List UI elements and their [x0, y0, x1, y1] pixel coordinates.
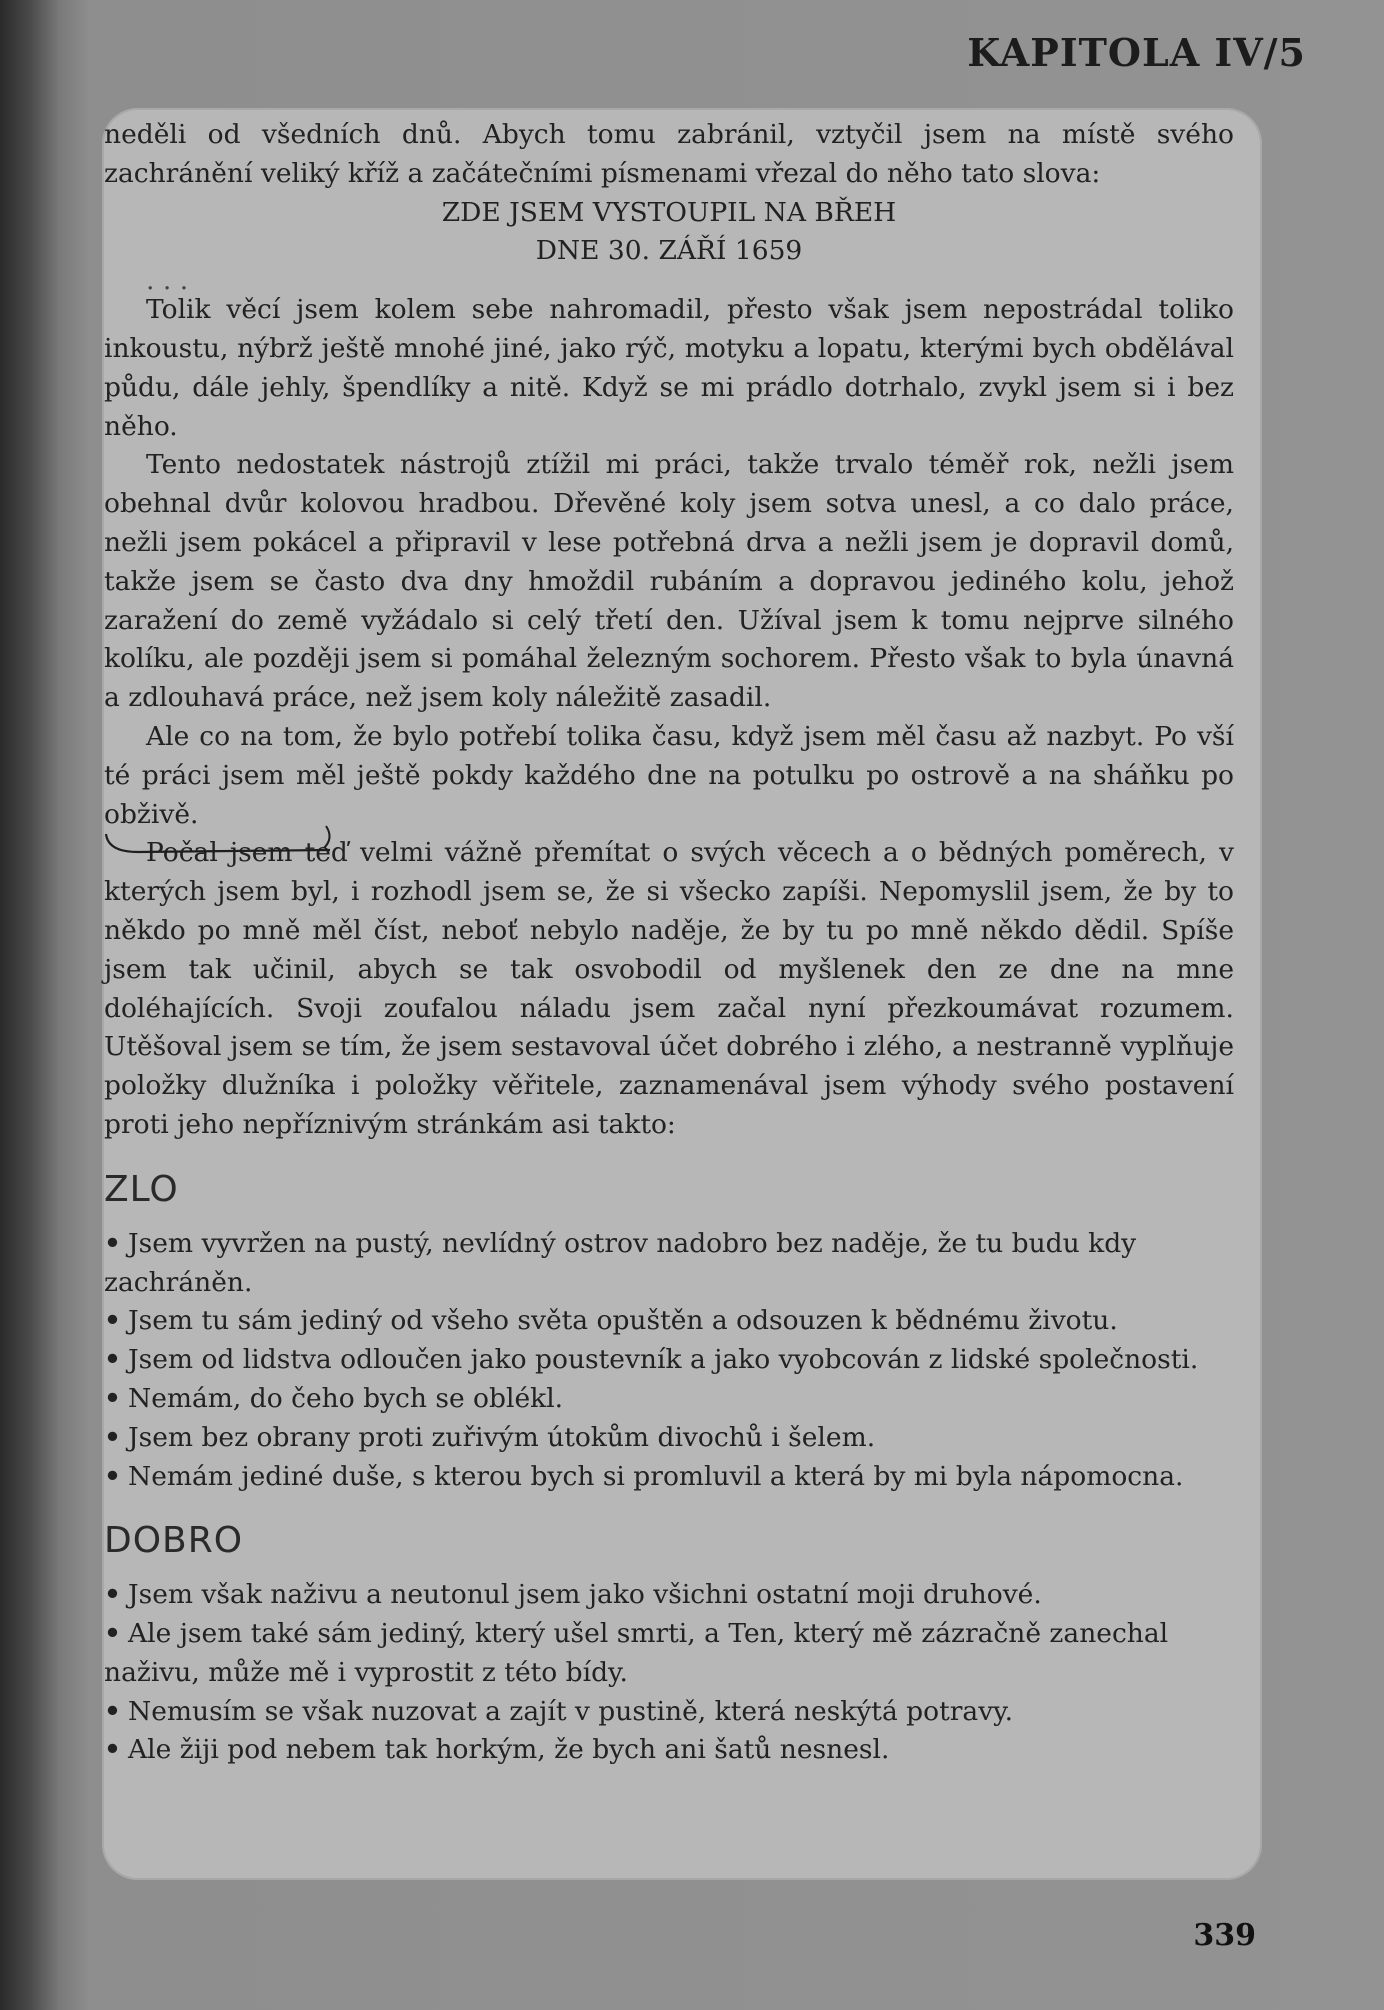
bullet-icon: • — [104, 1618, 121, 1650]
section-heading-zlo: ZLO — [104, 1168, 179, 1210]
list-item: • Jsem bez obrany proti zuřivým útokům divochů i šelem. — [104, 1419, 1234, 1458]
intro-paragraph: neděli od všedních dnů. Abych tomu zabránil, vztyčil jsem na místě svého zachránění veliký kříž a začátečními písmenami vřezal do něho tato slova: — [104, 119, 1234, 189]
list-item: • Jsem vyvržen na pustý, nevlídný ostrov nadobro bez naděje, že tu budu kdy zachráněn. — [104, 1225, 1234, 1303]
list-item: • Ale žiji pod nebem tak horkým, že bych ani šatů nesnesl. — [104, 1731, 1234, 1770]
list-item: • Jsem však naživu a neutonul jsem jako všichni ostatní moji druhové. — [104, 1576, 1234, 1615]
section-heading-dobro: DOBRO — [104, 1520, 244, 1562]
bullet-icon: • — [104, 1227, 121, 1259]
list-item: • Nemusím se však nuzovat a zajít v pustině, která neskýtá potravy. — [104, 1693, 1234, 1732]
list-item: • Jsem tu sám jediný od všeho světa opuštěn a odsouzen k bědnému životu. — [104, 1302, 1234, 1341]
paragraph-1: Tolik věcí jsem kolem sebe nahromadil, přesto však jsem nepostrádal toliko inkoustu, nýbrž ještě mnohé jiné, jako rýč, motyku a lopatu, kterými bych obdělával půdu, dále jehly, špendlíky a nitě. Když se mi prádlo dotrhalo, zvykl jsem si i bez něho. — [104, 294, 1234, 442]
running-head: KAPITOLA IV/5 — [967, 30, 1306, 75]
bullet-icon: • — [104, 1695, 121, 1727]
paragraph-4: Počal jsem teď velmi vážně přemítat o svých věcech a o bědných poměrech, v kterých jsem byl, i rozhodl jsem se, že si všecko zapíši. Nepomyslil jsem, že by to někdo po mně měl číst, neboť nebylo naděje, že by tu po mně někdo dědil. Spíše jsem tak učinil, abych se tak osvobodil od myšlenek den ze dne na mne doléhajících. Svoji zoufalou náladu jsem začal nyní přezkoumávat rozumem. Utěšoval jsem se tím, že jsem sestavoval účet dobrého i zlého, a nestranně vyplňuje položky dlužníka i položky věřitele, zaznamenával jsem výhody svého postavení proti jeho nepříznivým stránkám asi takto: — [104, 837, 1234, 1140]
bullet-icon: • — [104, 1734, 121, 1766]
inscription-line-1: ZDE JSEM VYSTOUPIL NA BŘEH — [441, 196, 897, 228]
pen-underline-mark — [98, 800, 338, 860]
bullet-icon: • — [104, 1382, 121, 1414]
bullet-icon: • — [104, 1579, 121, 1611]
bullet-icon: • — [104, 1460, 121, 1492]
bullet-icon: • — [104, 1305, 121, 1337]
paragraph-2: Tento nedostatek nástrojů ztížil mi práci, takže trvalo téměř rok, nežli jsem obehnal dvůr kolovou hradbou. Dřevěné koly jsem sotva unesl, a co dalo práce, nežli jsem pokácel a připravil v lese potřebná drva a nežli jsem je dopravil domů, takže jsem se často dva dny hmoždil rubáním a dopravou jediného kolu, jehož zaražení do země vyžádalo si celý třetí den. Užíval jsem k tomu nejprve silného kolíku, ale později jsem si pomáhal železným sochorem. Přesto však to byla únavná a zdlouhavá práce, než jsem koly náležitě zasadil. — [104, 449, 1234, 714]
dobro-list — [104, 1576, 1234, 1770]
list-item: • Nemám jediné duše, s kterou bych si promluvil a která by mi byla nápomocna. — [104, 1458, 1234, 1497]
ellipsis: . . . — [146, 265, 189, 297]
page-number: 339 — [1193, 1918, 1256, 1953]
bullet-icon: • — [104, 1421, 121, 1453]
list-item: • Ale jsem také sám jediný, který ušel smrti, a Ten, který mě zázračně zanechal naživu, může mě i vyprostit z této bídy. — [104, 1615, 1234, 1693]
list-item: • Nemám, do čeho bych se oblékl. — [104, 1380, 1234, 1419]
zlo-list — [104, 1225, 1234, 1497]
page-text — [104, 116, 1234, 1770]
inscription-line-2: DNE 30. ZÁŘÍ 1659 — [535, 235, 803, 267]
bullet-icon: • — [104, 1344, 121, 1376]
paragraph-3: Ale co na tom, že bylo potřebí tolika času, když jsem měl času až nazbyt. Po vší té práci jsem měl ještě pokdy každého dne na potulku po ostrově a na sháňku po obživě. — [104, 720, 1234, 830]
list-item: • Jsem od lidstva odloučen jako poustevník a jako vyobcován z lidské společnosti. — [104, 1341, 1234, 1380]
